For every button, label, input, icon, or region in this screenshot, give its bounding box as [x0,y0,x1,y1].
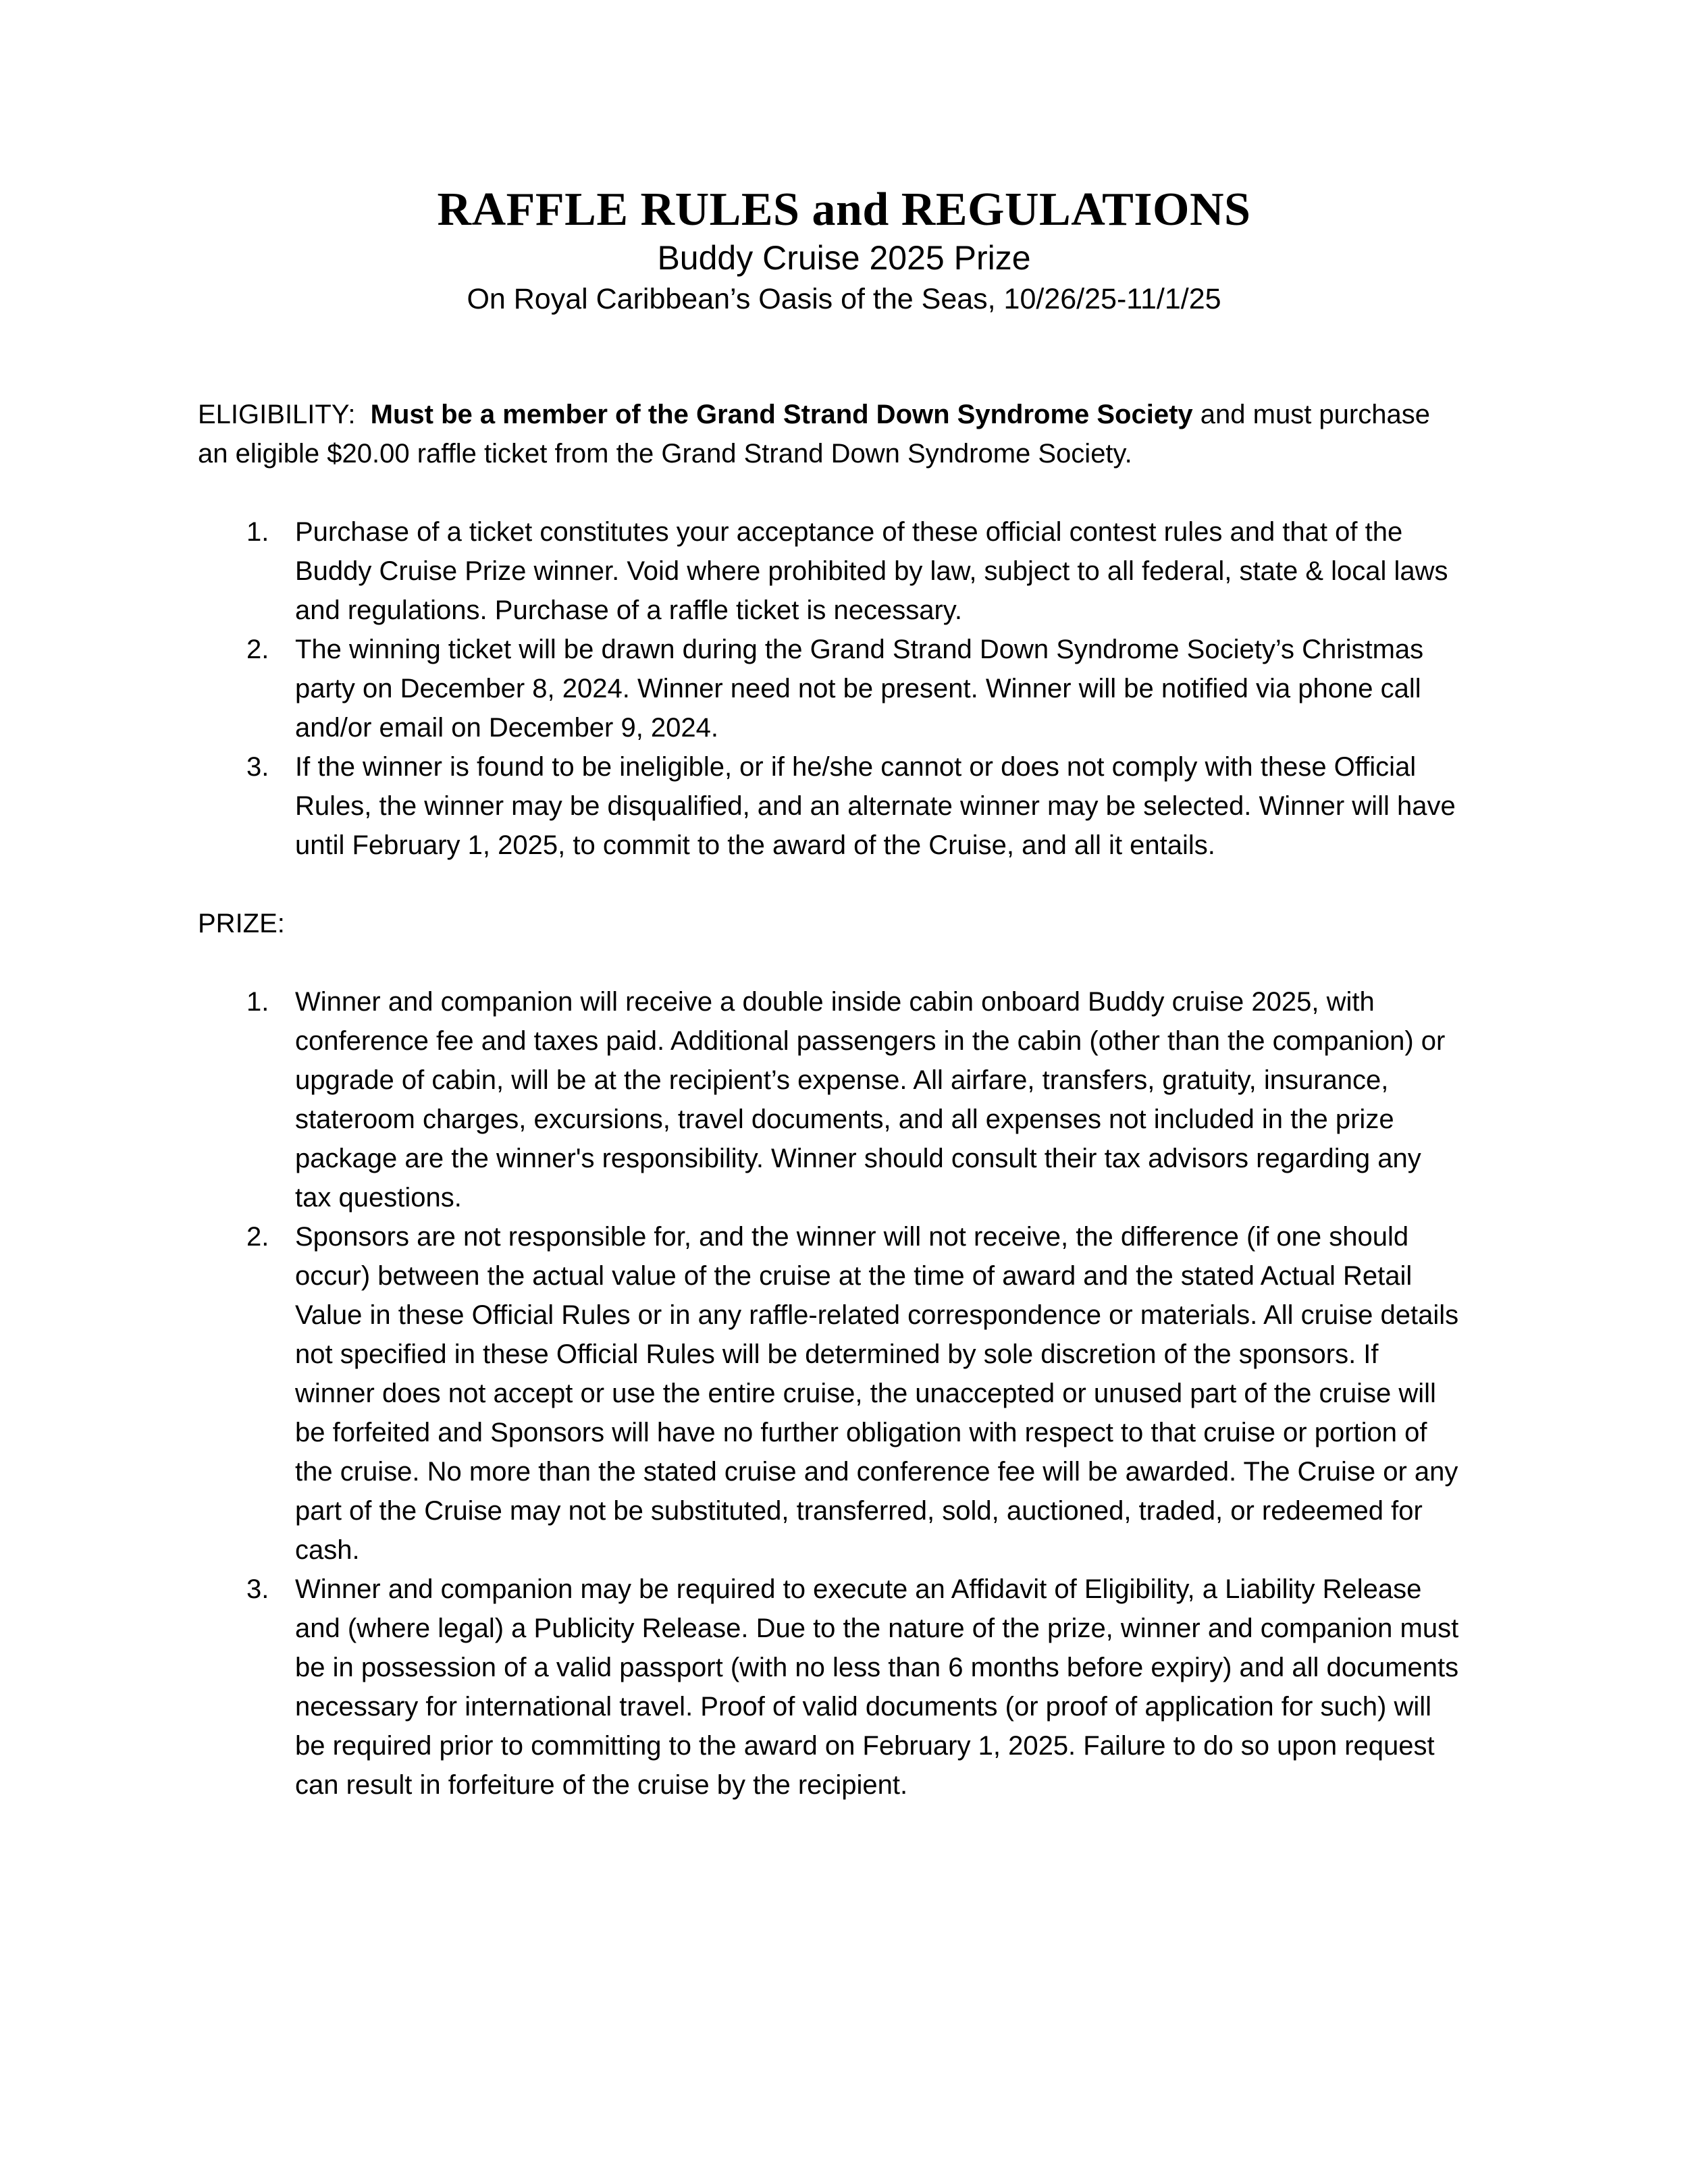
page-sub-subtitle: On Royal Caribbean’s Oasis of the Seas, 10/26/25-11/1/25 [467,283,1221,315]
spacer-after-eligibility [198,473,1464,512]
spacer-before-prize [198,865,1464,904]
list-item-number: 1. [246,517,269,547]
list-item [198,1570,1464,1805]
title-block [0,184,1688,319]
list-item-text: The winning ticket will be drawn during the Grand Strand Down Syndrome Society’s Christmas party on December 8, 2024. Winner need not be present. Winner will be notified via phone call and/or email on December 9, 2024. [295,635,1424,743]
eligibility-rest: and must purchase an eligible $20.00 raffle ticket from the Grand Strand Down Syndrome Society. [198,400,1430,469]
list-item [198,630,1464,747]
list-item [198,982,1464,1217]
list-item-number: 2. [246,635,269,664]
list-item-text: Purchase of a ticket constitutes your acceptance of these official contest rules and that of the Buddy Cruise Prize winner. Void where prohibited by law, subject to all federal, state & local laws and regulations. Purchase of a raffle ticket is necessary. [295,517,1448,625]
eligibility-paragraph [198,395,1464,473]
eligibility-requirement: Must be a member of the Grand Strand Down Syndrome Society [370,400,1193,429]
prize-list [198,982,1464,1805]
spacer-after-prize-label [198,943,1464,982]
list-item-number: 3. [246,1574,269,1604]
list-item [198,747,1464,865]
list-item-text: Sponsors are not responsible for, and the winner will not receive, the difference (if one should occur) between the actual value of the cruise at the time of award and the stated Actual Retail Value in these Official Rules or in any raffle-related correspondence or materials. All cruise details not specified in these Official Rules will be determined by sole discretion of the sponsors. If winner does not accept or use the entire cruise, the unaccepted or unused part of the cruise will be forfeited and Sponsors will have no further obligation with respect to that cruise or portion of the cruise. No more than the stated cruise and conference fee will be awarded. The Cruise or any part of the Cruise may not be substituted, transferred, sold, auctioned, traded, or redeemed for cash. [295,1222,1459,1565]
prize-section-label: PRIZE: [198,909,285,938]
list-item [198,1217,1464,1570]
list-item-text: Winner and companion will receive a double inside cabin onboard Buddy cruise 2025, with conference fee and taxes paid. Additional passengers in the cabin (other than the companion) or upgrade of cabin, will be at the recipient’s expense. All airfare, transfers, gratuity, insurance, stateroom charges, excursions, travel documents, and all expenses not included in the prize package are the winner's responsibility. Winner should consult their tax advisors regarding any tax questions. [295,987,1446,1213]
list-item [198,512,1464,630]
page-subtitle: Buddy Cruise 2025 Prize [657,239,1031,277]
page-title: RAFFLE RULES and REGULATIONS [437,184,1251,236]
list-item-number: 3. [246,752,269,782]
eligibility-gap [355,400,370,429]
document-body [198,395,1464,1805]
list-item-number: 1. [246,987,269,1017]
rules-list [198,512,1464,865]
list-item-text: If the winner is found to be ineligible, or if he/she cannot or does not comply with these Official Rules, the winner may be disqualified, and an alternate winner may be selected. Winner will have until February 1, 2025, to commit to the award of the Cruise, and all it entails. [295,752,1456,860]
eligibility-label: ELIGIBILITY: [198,400,356,429]
list-item-text: Winner and companion may be required to execute an Affidavit of Eligibility, a Liability Release and (where legal) a Publicity Release. Due to the nature of the prize, winner and companion must be in possession of a valid passport (with no less than 6 months before expiry) and all documents necessary for international travel. Proof of valid documents (or proof of application for such) will be required prior to committing to the award on February 1, 2025. Failure to do so upon request can result in forfeiture of the cruise by the recipient. [295,1574,1459,1800]
list-item-number: 2. [246,1222,269,1252]
